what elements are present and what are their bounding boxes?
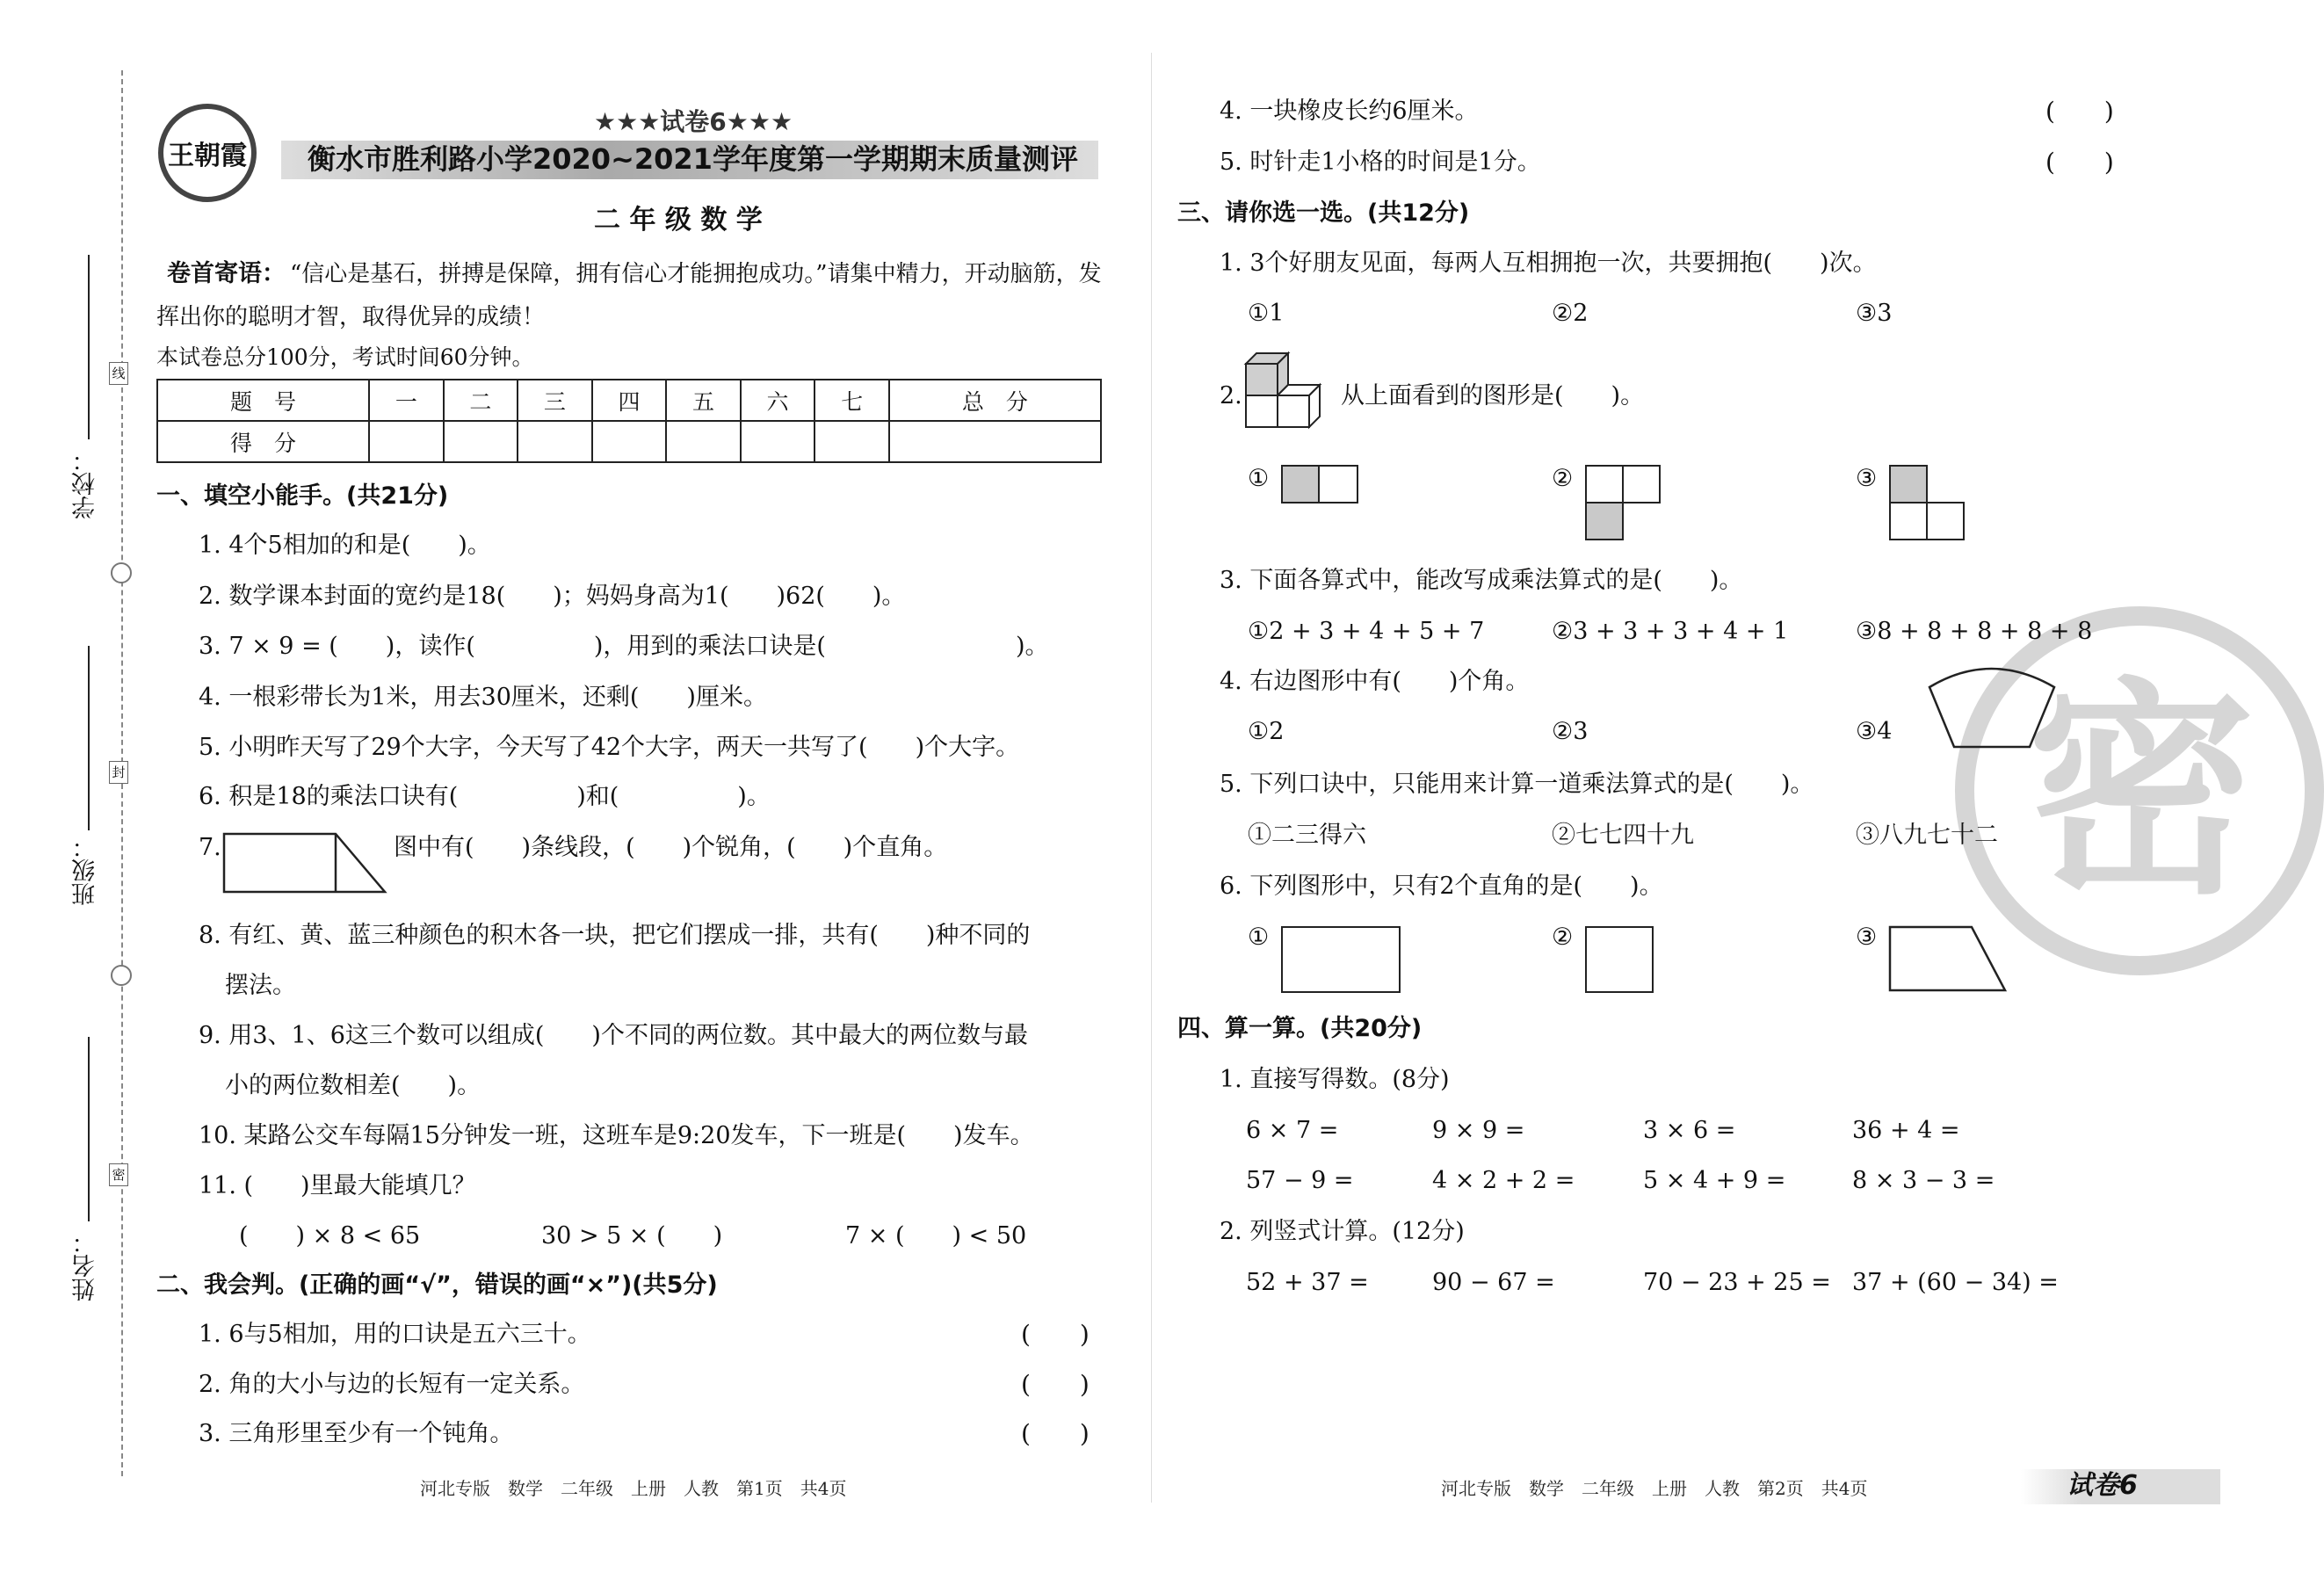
option[interactable]: ③ bbox=[1856, 465, 1878, 492]
shape-square bbox=[1585, 465, 1624, 503]
question: 8. 有红、黄、蓝三种颜色的积木各一块，把它们摆成一排，共有( )种不同的 bbox=[199, 922, 1031, 949]
table-cell: 四 bbox=[592, 380, 667, 421]
right-trapezoid-figure bbox=[1887, 924, 2010, 993]
section-title: 四、算一算。(共20分) bbox=[1177, 1015, 1423, 1042]
question: 2. 角的大小与边的长短有一定关系。 bbox=[199, 1371, 585, 1398]
option[interactable]: ③3 bbox=[1856, 300, 1893, 327]
watermark-seal bbox=[1955, 606, 2324, 975]
answer-paren[interactable]: ( ) bbox=[1021, 1419, 1090, 1448]
option[interactable]: ③八九七十二 bbox=[1856, 822, 1998, 849]
option[interactable]: ②七七四十九 bbox=[1552, 822, 1694, 849]
question: 1. 4个5相加的和是( )。 bbox=[199, 532, 491, 559]
cube-figure bbox=[1242, 350, 1339, 446]
question: 5. 时针走1小格的时间是1分。 bbox=[1220, 149, 1541, 176]
seal-mark: 封 bbox=[109, 761, 128, 784]
seal-mark: 密 bbox=[109, 1163, 128, 1186]
section-title: 二、我会判。(正确的画“√”，错误的画“×”)(共5分) bbox=[156, 1271, 718, 1299]
score-input-cell[interactable] bbox=[666, 421, 741, 462]
table-cell: 得 分 bbox=[157, 421, 369, 462]
table-cell: 一 bbox=[369, 380, 444, 421]
question: 1. 3个好朋友见面，每两人互相拥抱一次，共要拥抱( )次。 bbox=[1220, 250, 1877, 277]
question: 从上面看到的图形是( )。 bbox=[1341, 382, 1645, 409]
answer-paren[interactable]: ( ) bbox=[2045, 148, 2114, 177]
intro-line: “信心是基石，拼搏是保障，拥有信心才能拥抱成功。”请集中精力，开动脑筋，发 bbox=[290, 261, 1102, 287]
score-input-cell[interactable] bbox=[889, 421, 1101, 462]
page-footer: 河北专版 数学 二年级 上册 人教 第2页 共4页 bbox=[1441, 1478, 1868, 1499]
answer-paren[interactable]: ( ) bbox=[1021, 1370, 1090, 1399]
class-label: 班级： bbox=[72, 835, 99, 906]
question: 3. 下面各算式中，能改写成乘法算式的是( )。 bbox=[1220, 567, 1743, 594]
question: 1. 6与5相加，用的口诀是五六三十。 bbox=[199, 1321, 591, 1348]
score-input-cell[interactable] bbox=[592, 421, 667, 462]
score-input-cell[interactable] bbox=[444, 421, 518, 462]
section-title: 一、填空小能手。(共21分) bbox=[156, 482, 449, 510]
equation: 5 × 4 + 9 = bbox=[1643, 1167, 1786, 1194]
shape-square bbox=[1585, 926, 1654, 993]
logo-text: 王朝霞 bbox=[168, 141, 247, 171]
name-label: 姓名： bbox=[72, 1230, 99, 1301]
answer-paren[interactable]: ( ) bbox=[1021, 1320, 1090, 1349]
option[interactable]: ①二三得六 bbox=[1248, 822, 1366, 849]
table-cell: 五 bbox=[666, 380, 741, 421]
inequality: 30 > 5 × ( ) bbox=[541, 1222, 723, 1250]
question: 2. 列竖式计算。(12分) bbox=[1220, 1218, 1465, 1245]
option[interactable]: ①1 bbox=[1248, 300, 1285, 327]
table-cell: 七 bbox=[814, 380, 889, 421]
question-number: 2. bbox=[1220, 382, 1242, 409]
table-row bbox=[157, 380, 1101, 421]
question: 2. 数学课本封面的宽约是18( )；妈妈身高为1( )62( )。 bbox=[199, 583, 906, 610]
option[interactable]: ① bbox=[1248, 924, 1270, 951]
page-footer: 河北专版 数学 二年级 上册 人教 第1页 共4页 bbox=[420, 1478, 847, 1499]
school-label: 学校： bbox=[72, 448, 99, 519]
option[interactable]: ③8 + 8 + 8 + 8 + 8 bbox=[1856, 618, 2093, 645]
question: 9. 用3、1、6这三个数可以组成( )个不同的两位数。其中最大的两位数与最 bbox=[199, 1022, 1028, 1049]
equation: 57 − 9 = bbox=[1246, 1167, 1354, 1194]
equation: 36 + 4 = bbox=[1852, 1117, 1960, 1144]
intro-label: 卷首寄语： bbox=[167, 260, 286, 287]
page-divider bbox=[1151, 53, 1152, 1503]
equation: 70 − 23 + 25 = bbox=[1643, 1269, 1831, 1296]
question: 4. 右边图形中有( )个角。 bbox=[1220, 668, 1530, 695]
question: 6. 积是18的乘法口诀有( )和( )。 bbox=[199, 783, 771, 810]
option[interactable]: ③4 bbox=[1856, 718, 1893, 745]
inequality: 7 × ( ) < 50 bbox=[845, 1222, 1027, 1250]
name-underline bbox=[88, 1037, 90, 1221]
shape-square bbox=[1926, 502, 1965, 540]
question: 6. 下列图形中，只有2个直角的是( )。 bbox=[1220, 873, 1663, 900]
question: 图中有( )条线段，( )个锐角，( )个直角。 bbox=[394, 834, 948, 861]
seal-mark: 线 bbox=[109, 362, 128, 385]
question: 10. 某路公交车每隔15分钟发一班，这班车是9:20发车，下一班是( )发车。 bbox=[199, 1122, 1034, 1149]
equation: 90 − 67 = bbox=[1432, 1269, 1555, 1296]
question: 3. 7 × 9 = ( )，读作( )，用到的乘法口诀是( )。 bbox=[199, 633, 1049, 660]
question: 4. 一根彩带长为1米，用去30厘米，还剩( )厘米。 bbox=[199, 684, 767, 711]
option[interactable]: ③ bbox=[1856, 924, 1878, 951]
equation: 52 + 37 = bbox=[1246, 1269, 1369, 1296]
shape-square bbox=[1889, 502, 1928, 540]
shape-square bbox=[1622, 465, 1661, 503]
option[interactable]: ② bbox=[1552, 924, 1574, 951]
option[interactable]: ① bbox=[1248, 465, 1270, 492]
question: 5. 小明昨天写了29个大字，今天写了42个大字，两天一共写了( )个大字。 bbox=[199, 734, 1020, 761]
question: 摆法。 bbox=[225, 972, 296, 999]
logo-badge bbox=[158, 104, 257, 202]
shape-rectangle bbox=[1281, 926, 1401, 993]
exam-title: 衡水市胜利路小学2020~2021学年度第一学期期末质量测评 bbox=[308, 142, 1078, 176]
intro-line: 挥出你的聪明才智，取得优异的成绩！ bbox=[156, 304, 546, 330]
question: 1. 直接写得数。(8分) bbox=[1220, 1066, 1450, 1093]
answer-paren[interactable]: ( ) bbox=[2045, 97, 2114, 126]
score-input-cell[interactable] bbox=[814, 421, 889, 462]
class-underline bbox=[88, 646, 90, 830]
footer-tag: 试卷6 bbox=[2067, 1470, 2138, 1501]
equation: 4 × 2 + 2 = bbox=[1432, 1167, 1575, 1194]
question: 4. 一块橡皮长约6厘米。 bbox=[1220, 98, 1479, 125]
option[interactable]: ② bbox=[1552, 465, 1574, 492]
table-cell: 三 bbox=[518, 380, 592, 421]
question: 3. 三角形里至少有一个钝角。 bbox=[199, 1420, 514, 1447]
question-number: 7. bbox=[199, 834, 221, 861]
binding-circle bbox=[111, 965, 132, 986]
exam-note: 本试卷总分100分，考试时间60分钟。 bbox=[156, 344, 534, 370]
equation: 3 × 6 = bbox=[1643, 1117, 1736, 1144]
equation: 6 × 7 = bbox=[1246, 1117, 1339, 1144]
question: 小的两位数相差( )。 bbox=[225, 1072, 481, 1099]
option[interactable]: ①2 + 3 + 4 + 5 + 7 bbox=[1248, 618, 1485, 645]
shape-square bbox=[1318, 465, 1358, 503]
equation: 9 × 9 = bbox=[1432, 1117, 1525, 1144]
score-input-cell[interactable] bbox=[741, 421, 815, 462]
table-cell: 题 号 bbox=[157, 380, 369, 421]
question: 5. 下列口诀中，只能用来计算一道乘法算式的是( )。 bbox=[1220, 771, 1814, 798]
inequality: ( ) × 8 < 65 bbox=[239, 1222, 421, 1250]
fan-figure bbox=[1926, 666, 2058, 750]
option[interactable]: ②3 + 3 + 3 + 4 + 1 bbox=[1552, 618, 1789, 645]
equation: 37 + (60 − 34) = bbox=[1852, 1269, 2059, 1296]
shape-square bbox=[1585, 502, 1624, 540]
equation: 8 × 3 − 3 = bbox=[1852, 1167, 1995, 1194]
section-title: 三、请你选一选。(共12分) bbox=[1177, 199, 1470, 227]
score-input-cell[interactable] bbox=[369, 421, 444, 462]
question: 11. ( )里最大能填几？ bbox=[199, 1172, 476, 1199]
paper-tag: ★★★试卷6★★★ bbox=[594, 107, 793, 136]
option[interactable]: ①2 bbox=[1248, 718, 1285, 745]
score-table bbox=[156, 379, 1102, 463]
trapezoid-figure bbox=[221, 831, 390, 895]
option[interactable]: ②2 bbox=[1552, 300, 1589, 327]
table-cell: 二 bbox=[444, 380, 518, 421]
binding-circle bbox=[111, 562, 132, 583]
watermark-text: 密 bbox=[2027, 660, 2255, 925]
shape-square bbox=[1889, 465, 1928, 503]
table-row bbox=[157, 421, 1101, 462]
option[interactable]: ②3 bbox=[1552, 718, 1589, 745]
table-cell: 总 分 bbox=[889, 380, 1101, 421]
score-input-cell[interactable] bbox=[518, 421, 592, 462]
shape-square bbox=[1281, 465, 1320, 503]
school-underline bbox=[88, 255, 90, 439]
subject-title: 二 年 级 数 学 bbox=[594, 205, 763, 235]
table-cell: 六 bbox=[741, 380, 815, 421]
